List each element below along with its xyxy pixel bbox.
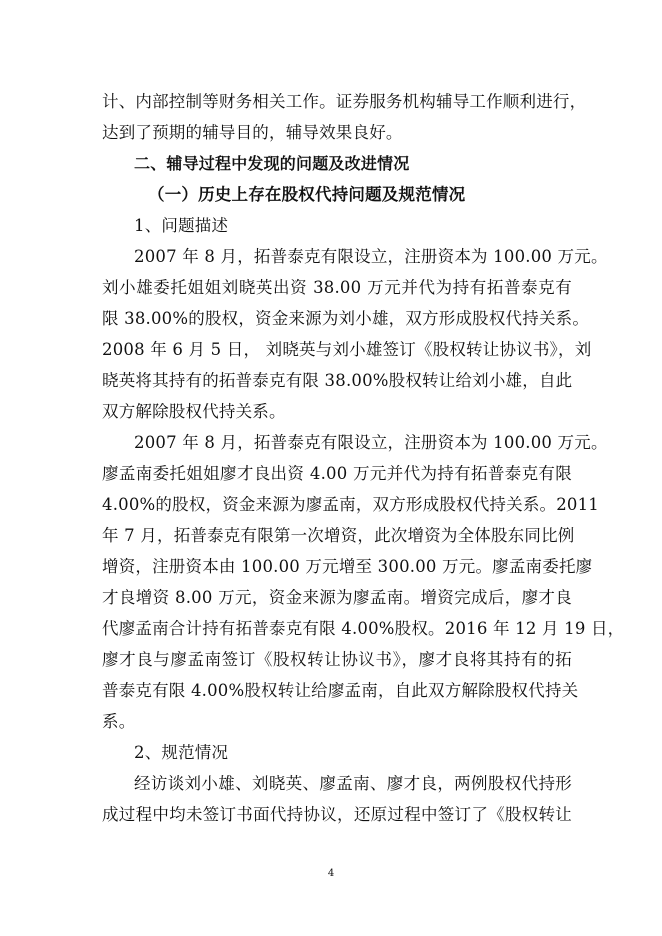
text-line: 系。: [102, 712, 136, 731]
text-line: 计、内部控制等财务相关工作。证券服务机构辅导工作顺利进行，: [102, 92, 587, 111]
text-line: 增资，注册资本由 100.00 万元增至 300.00 万元。廖孟南委托廖: [102, 557, 593, 576]
text-line: 2007 年 8 月，拓普泰克有限设立，注册资本为 100.00 万元。: [134, 247, 608, 266]
text-line: 限 38.00%的股权，资金来源为刘小雄，双方形成股权代持关系。: [102, 309, 590, 328]
text-line: 廖才良与廖孟南签订《股权转让协议书》，廖才良将其持有的拓: [102, 650, 572, 669]
text-line: 代廖孟南合计持有拓普泰克有限 4.00%股权。2016 年 12 月 19 日，: [102, 619, 625, 638]
text-line: 4.00%的股权，资金来源为廖孟南，双方形成股权代持关系。2011: [102, 495, 600, 514]
text-line: 廖孟南委托姐姐廖才良出资 4.00 万元并代为持有拓普泰克有限: [102, 464, 572, 483]
text-line: 刘小雄委托姐姐刘晓英出资 38.00 万元并代为持有拓普泰克有: [102, 278, 572, 297]
page-number: 4: [327, 868, 335, 879]
text-line: 双方解除股权代持关系。: [102, 402, 286, 421]
text-line: 达到了预期的辅导目的，辅导效果良好。: [102, 123, 403, 142]
subheading: 1、问题描述: [134, 216, 229, 235]
text-line: 成过程中均未签订书面代持协议，还原过程中签订了《股权转让: [102, 805, 572, 824]
section-heading: 二、辅导过程中发现的问题及改进情况: [134, 154, 410, 173]
text-line: 2008 年 6 月 5 日， 刘晓英与刘小雄签订《股权转让协议书》，刘: [102, 340, 592, 359]
text-line: 晓英将其持有的拓普泰克有限 38.00%股权转让给刘小雄，自此: [102, 371, 573, 390]
text-line: 普泰克有限 4.00%股权转让给廖孟南，自此双方解除股权代持关: [102, 681, 579, 700]
text-line: 年 7 月，拓普泰克有限第一次增资，此次增资为全体股东同比例: [102, 526, 575, 545]
subheading: 2、规范情况: [134, 743, 229, 762]
text-line: 才良增资 8.00 万元，资金来源为廖孟南。增资完成后，廖才良: [102, 588, 572, 607]
subsection-heading: （一）历史上存在股权代持问题及规范情况: [148, 185, 466, 204]
text-line: 2007 年 8 月，拓普泰克有限设立，注册资本为 100.00 万元。: [134, 433, 608, 452]
text-line: 经访谈刘小雄、刘晓英、廖孟南、廖才良，两例股权代持形: [134, 774, 572, 793]
